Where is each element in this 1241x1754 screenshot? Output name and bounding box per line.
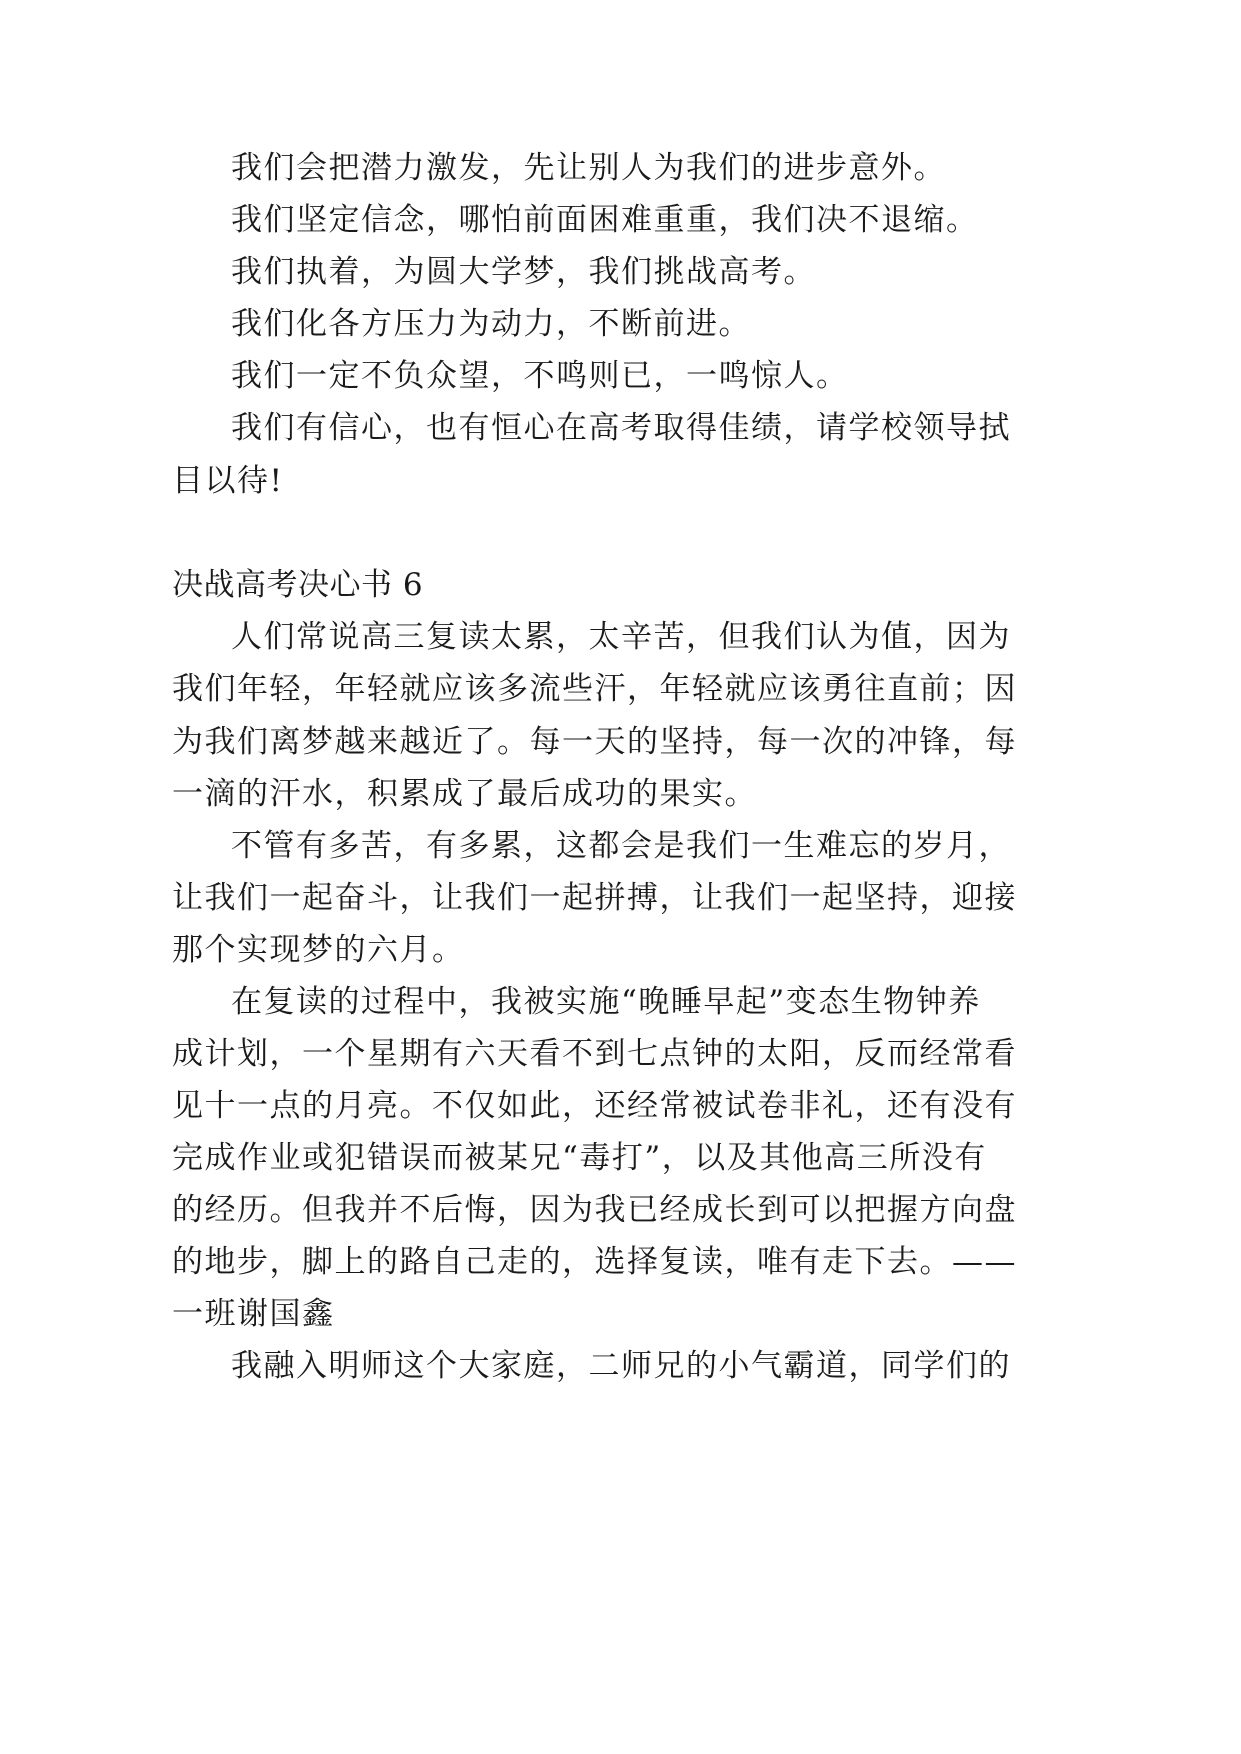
paragraph-line: 一滴的汗水，积累成了最后成功的果实。 [172,776,757,812]
paragraph-line: 为我们离梦越来越近了。每一天的坚持，每一次的冲锋，每 [172,724,1017,760]
paragraph-line: 我们执着，为圆大学梦，我们挑战高考。 [231,254,816,290]
paragraph-line: 让我们一起奋斗，让我们一起拼搏，让我们一起坚持，迎接 [172,880,1017,916]
paragraph-line: 的地步，脚上的路自己走的，选择复读，唯有走下去。—— [172,1244,1017,1280]
paragraph-line: 一班谢国鑫 [172,1296,335,1332]
paragraph-line: 我们有信心，也有恒心在高考取得佳绩，请学校领导拭 [231,410,1011,446]
paragraph-line: 那个实现梦的六月。 [172,932,465,968]
paragraph-line: 在复读的过程中，我被实施“晚睡早起”变态生物钟养 [231,984,981,1020]
paragraph-line: 我们会把潜力激发，先让别人为我们的进步意外。 [231,150,946,186]
paragraph-line: 人们常说高三复读太累，太辛苦，但我们认为值，因为 [231,619,1011,655]
paragraph-line: 我们坚定信念，哪怕前面困难重重，我们决不退缩。 [231,202,979,238]
paragraph-line: 见十一点的月亮。不仅如此，还经常被试卷非礼，还有没有 [172,1088,1017,1124]
paragraph-line: 我融入明师这个大家庭，二师兄的小气霸道，同学们的 [231,1348,1011,1384]
paragraph-line: 目以待! [172,463,284,499]
paragraph-line: 完成作业或犯错误而被某兄“毒打”，以及其他高三所没有 [172,1140,987,1176]
paragraph-line: 成计划，一个星期有六天看不到七点钟的太阳，反而经常看 [172,1036,1017,1072]
paragraph-line: 我们化各方压力为动力，不断前进。 [231,306,751,342]
paragraph-line: 我们年轻，年轻就应该多流些汗，年轻就应该勇往直前；因 [172,671,1017,707]
paragraph-line: 不管有多苦，有多累，这都会是我们一生难忘的岁月， [231,828,1011,864]
section-title: 决战高考决心书 6 [172,567,424,603]
paragraph-line: 我们一定不负众望，不鸣则已，一鸣惊人。 [231,358,849,394]
paragraph-line: 的经历。但我并不后悔，因为我已经成长到可以把握方向盘 [172,1192,1017,1228]
